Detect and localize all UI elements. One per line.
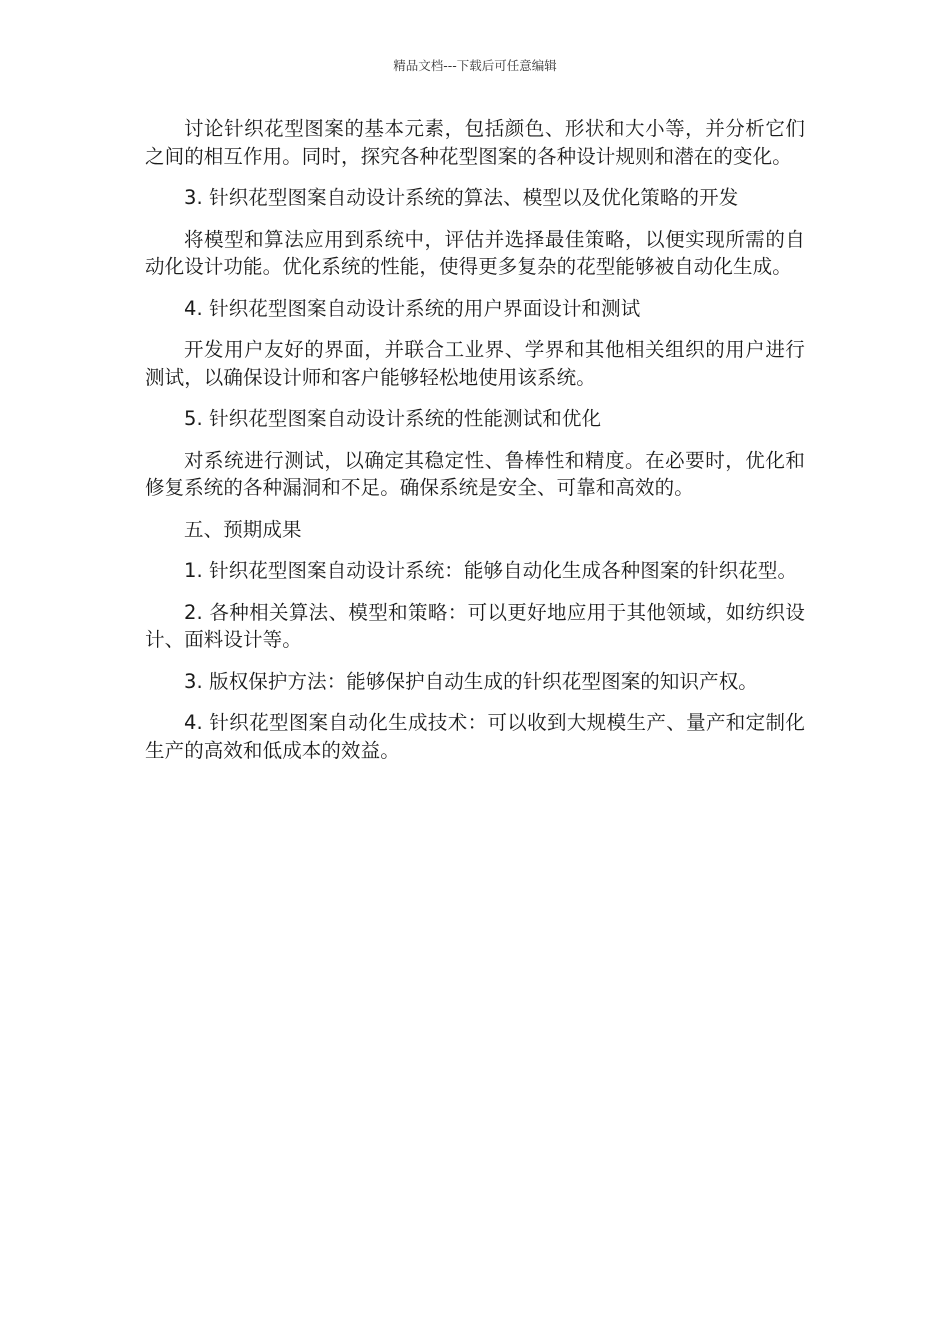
item-3-algorithm-development: 3. 针织花型图案自动设计系统的算法、模型以及优化策略的开发 — [184, 186, 739, 209]
document-body — [145, 115, 805, 778]
paragraph-system-testing: 对系统进行测试，以确定其稳定性、鲁棒性和精度。在必要时，优化和修复系统的各种漏洞和不足。确保系统是安全、可靠和高效的。 — [145, 448, 805, 499]
section-heading-expected-results: 五、预期成果 — [184, 517, 302, 541]
result-item-2: 2. 各种相关算法、模型和策略：可以更好地应用于其他领域，如纺织设计、面料设计等。 — [145, 600, 805, 651]
item-4-ui-design: 4. 针织花型图案自动设计系统的用户界面设计和测试 — [184, 296, 641, 320]
result-item-1: 1. 针织花型图案自动设计系统：能够自动化生成各种图案的针织花型。 — [184, 559, 798, 582]
paragraph-ui-testing: 开发用户友好的界面，并联合工业界、学界和其他相关组织的用户进行测试，以确保设计师和客户能够轻松地使用该系统。 — [145, 338, 805, 389]
item-5-performance-testing: 5. 针织花型图案自动设计系统的性能测试和优化 — [184, 407, 602, 430]
paragraph-model-application: 将模型和算法应用到系统中，评估并选择最佳策略，以便实现所需的自动化设计功能。优化系统的性能，使得更多复杂的花型能够被自动化生成。 — [145, 227, 805, 278]
paragraph-design-elements: 讨论针织花型图案的基本元素，包括颜色、形状和大小等，并分析它们之间的相互作用。同时，探究各种花型图案的各种设计规则和潜在的变化。 — [145, 117, 805, 168]
result-item-3: 3. 版权保护方法：能够保护自动生成的针织花型图案的知识产权。 — [184, 669, 758, 693]
page-header: 精品文档---下载后可任意编辑 — [393, 58, 557, 73]
result-item-4: 4. 针织花型图案自动化生成技术：可以收到大规模生产、量产和定制化生产的高效和低成本的效益。 — [145, 711, 805, 762]
